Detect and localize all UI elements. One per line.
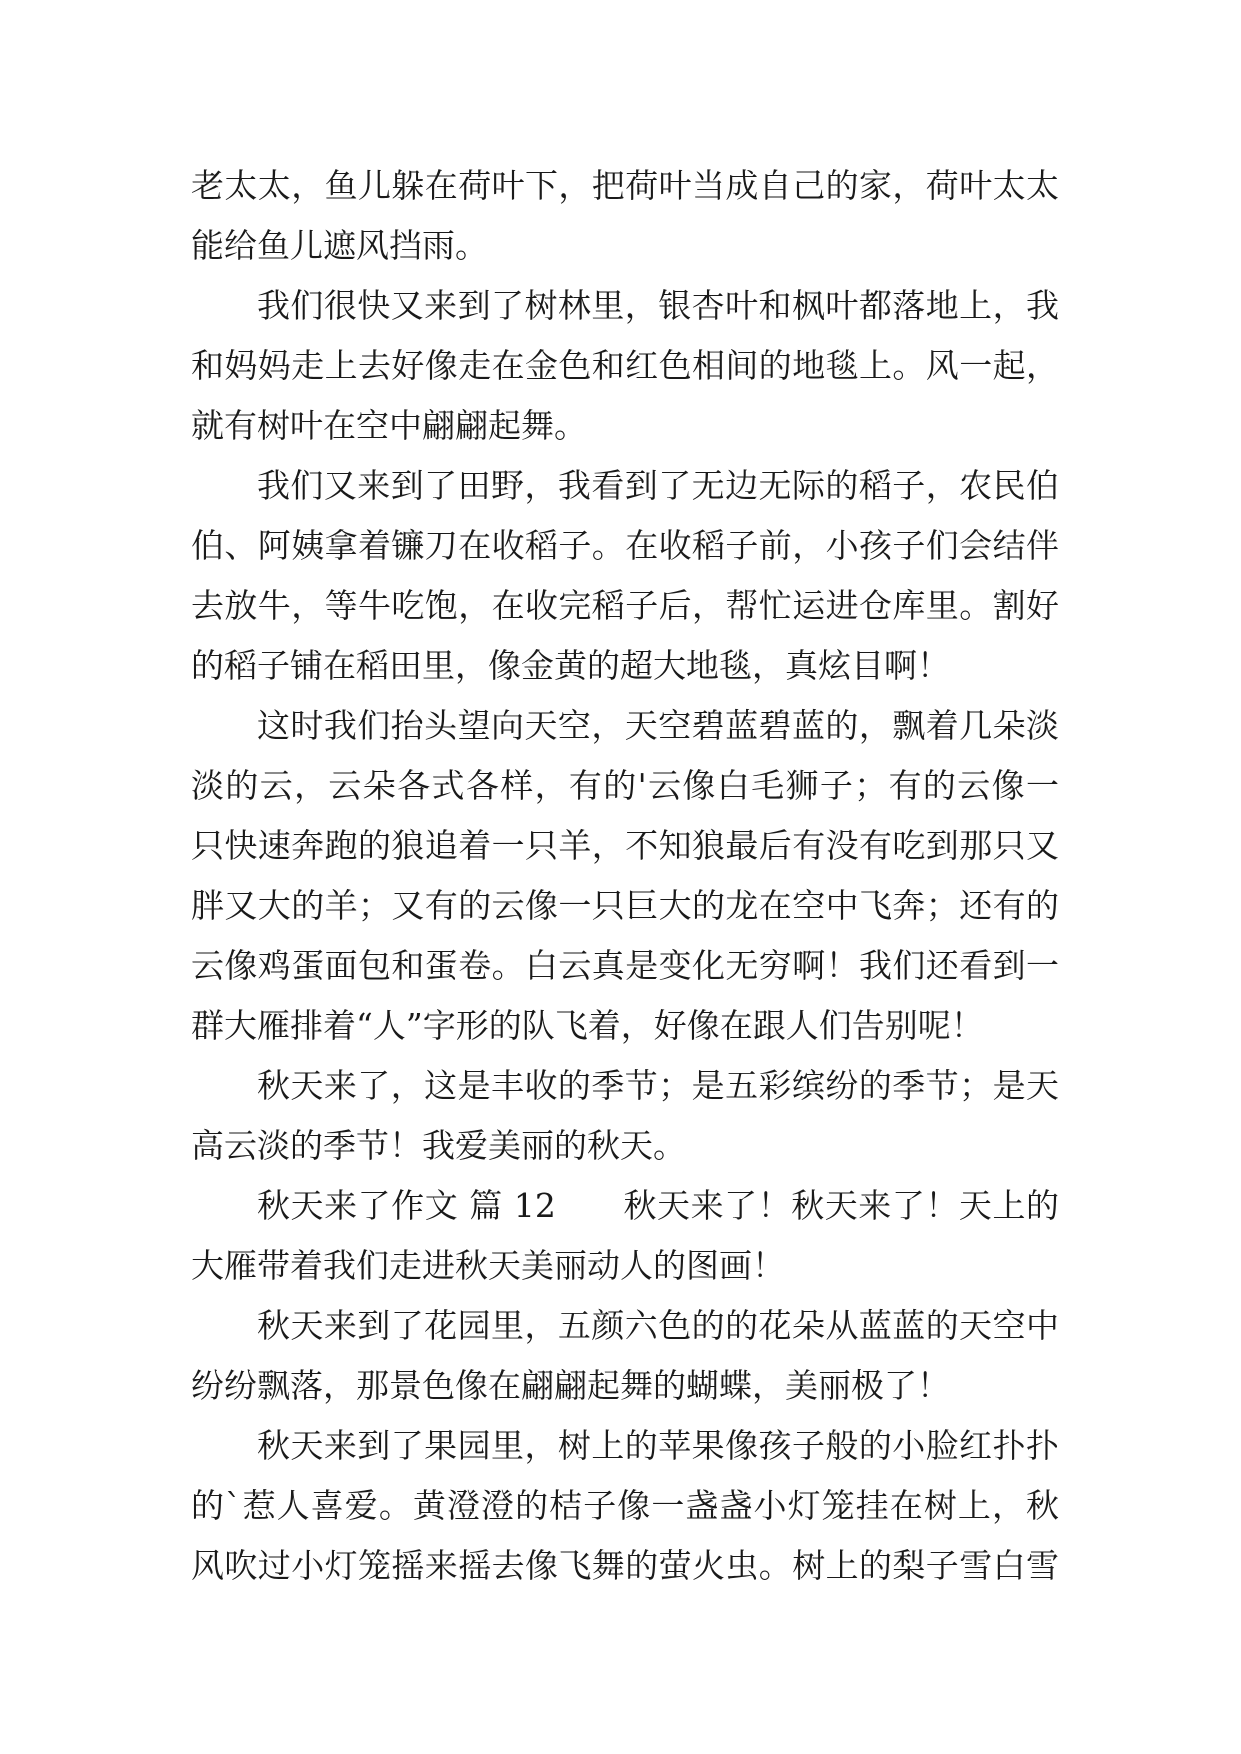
text-line: 群大雁排着“人”字形的队飞着，好像在跟人们告别呢！ <box>191 1006 984 1045</box>
text-line: 就有树叶在空中翩翩起舞。 <box>191 406 587 445</box>
text-line: 的稻子铺在稻田里，像金黄的超大地毯，真炫目啊！ <box>191 646 950 685</box>
text-line: 风吹过小灯笼摇来摇去像飞舞的萤火虫。树上的梨子雪白雪 <box>191 1546 1059 1585</box>
text-line: 去放牛，等牛吃饱，在收完稻子后，帮忙运进仓库里。割好 <box>191 586 1059 625</box>
text-line: 我们很快又来到了树林里，银杏叶和枫叶都落地上，我 <box>257 286 1059 325</box>
text-line: 秋天来了作文 篇 12 秋天来了！秋天来了！天上的 <box>257 1186 1059 1225</box>
text-line: 和妈妈走上去好像走在金色和红色相间的地毯上。风一起， <box>191 346 1059 385</box>
text-line: 大雁带着我们走进秋天美丽动人的图画！ <box>191 1246 785 1285</box>
text-line: 高云淡的季节！我爱美丽的秋天。 <box>191 1126 686 1165</box>
text-line: 我们又来到了田野，我看到了无边无际的稻子，农民伯 <box>257 466 1059 505</box>
text-line: 秋天来了，这是丰收的季节；是五彩缤纷的季节；是天 <box>257 1066 1059 1105</box>
text-line: 的`惹人喜爱。黄澄澄的桔子像一盏盏小灯笼挂在树上，秋 <box>191 1486 1059 1525</box>
text-line: 这时我们抬头望向天空，天空碧蓝碧蓝的，飘着几朵淡 <box>257 706 1059 745</box>
text-line: 云像鸡蛋面包和蛋卷。白云真是变化无穷啊！我们还看到一 <box>191 946 1059 985</box>
text-line: 能给鱼儿遮风挡雨。 <box>191 226 488 265</box>
text-line: 只快速奔跑的狼追着一只羊，不知狼最后有没有吃到那只又 <box>191 826 1059 865</box>
text-line: 淡的云，云朵各式各样，有的'云像白毛狮子；有的云像一 <box>191 766 1059 805</box>
text-line: 秋天来到了花园里，五颜六色的的花朵从蓝蓝的天空中 <box>257 1306 1059 1345</box>
text-line: 秋天来到了果园里，树上的苹果像孩子般的小脸红扑扑 <box>257 1426 1059 1465</box>
text-line: 老太太，鱼儿躲在荷叶下，把荷叶当成自己的家，荷叶太太 <box>191 166 1059 205</box>
text-line: 纷纷飘落，那景色像在翩翩起舞的蝴蝶，美丽极了！ <box>191 1366 950 1405</box>
text-line: 胖又大的羊；又有的云像一只巨大的龙在空中飞奔；还有的 <box>191 886 1059 925</box>
text-line: 伯、阿姨拿着镰刀在收稻子。在收稻子前，小孩子们会结伴 <box>191 526 1059 565</box>
